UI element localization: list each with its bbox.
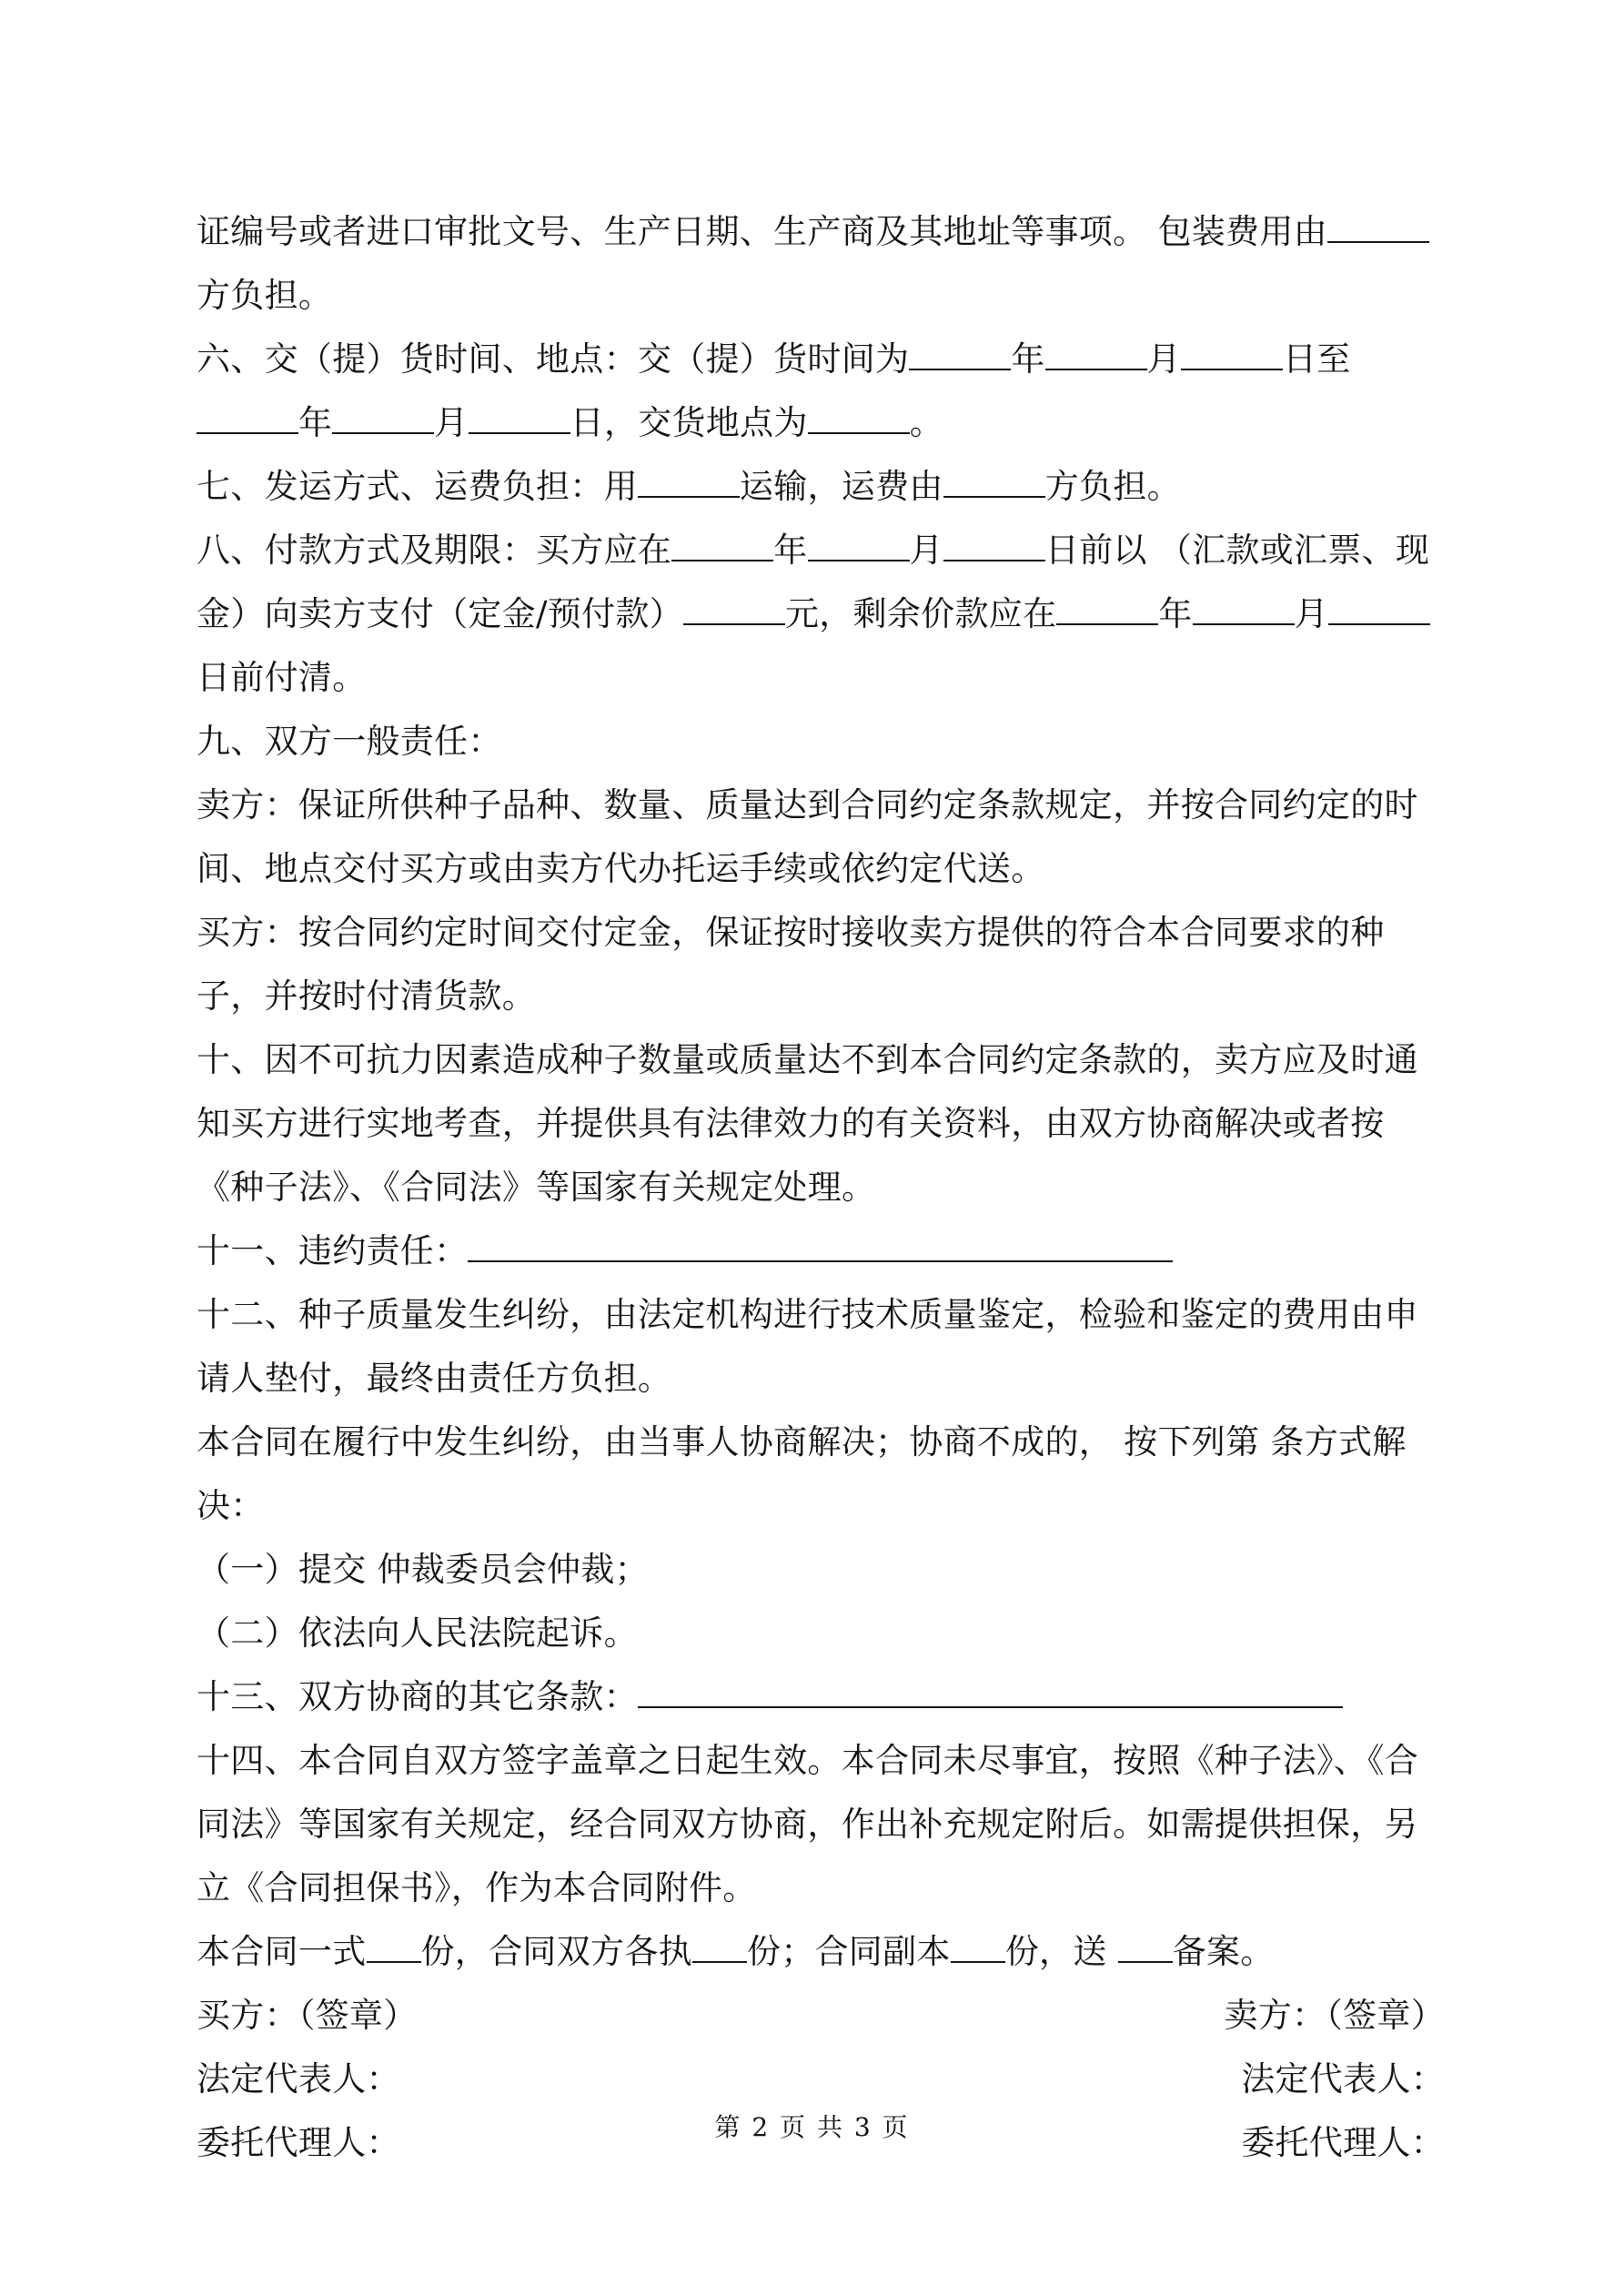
seller-agent: 委托代理人： — [1241, 2123, 1445, 2162]
paragraph-force-majeure: 十、因不可抗力因素造成种子数量或质量达不到本合同约定条款的，卖方应及时通知买方进行实地考查，并提供具有法律效力的有关资料，由双方协商解决或者按《种子法》、《合同法》等国家有关规定处理。 — [197, 1040, 1418, 1207]
paragraph-packaging: 证编号或者进口审批文号、生产日期、生产商及其地址等事项。 包装费用由方负担。 — [197, 200, 1445, 328]
buyer-signature: 买方：（签章） — [197, 1996, 418, 2035]
paragraph-quality-dispute: 十二、种子质量发生纠纷，由法定机构进行技术质量鉴定，检验和鉴定的费用由申请人垫付，最终由责任方负担。 — [197, 1295, 1418, 1398]
paragraph-payment: 八、付款方式及期限：买方应在 年 月 日前以 （汇款或汇票、现金）向卖方支付（定金/预付款） 元，剩余价款应在 年 月日前付清。 — [197, 531, 1430, 697]
paragraph-effective: 十四、本合同自双方签字盖章之日起生效。本合同未尽事宜，按照《种子法》、《合同法》等国家有关规定，经合同双方协商，作出补充规定附后。如需提供担保，另立《合同担保书》，作为本合同附件。 — [197, 1741, 1419, 1907]
signature-row-party — [197, 1984, 1445, 2048]
paragraph-shipping: 七、发运方式、运费负担：用 运输，运费由 方负担。 — [197, 467, 1181, 506]
buyer-agent: 委托代理人： — [197, 2123, 400, 2162]
paragraph-breach: 十一、违约责任： — [197, 1219, 1445, 1283]
page-number: 第 2 页 共 3 页 — [714, 2112, 910, 2142]
option-arbitration: （一）提交 仲裁委员会仲裁； — [197, 1550, 649, 1589]
seller-representative: 法定代表人： — [1241, 2059, 1445, 2099]
paragraph-copies: 本合同一式 份，合同双方各执 份；合同副本 份，送 备案。 — [197, 1932, 1275, 1971]
paragraph-other-terms: 十三、双方协商的其它条款： — [197, 1665, 1445, 1729]
blank-line — [1327, 210, 1429, 243]
paragraph-dispute-resolution: 本合同在履行中发生纠纷，由当事人协商解决；协商不成的， 按下列第 条方式解决： — [197, 1422, 1407, 1525]
signature-row-representative — [197, 2048, 1445, 2111]
option-litigation: （二）依法向人民法院起诉。 — [197, 1613, 638, 1653]
paragraph-seller-duty: 卖方：保证所供种子品种、数量、质量达到合同约定条款规定，并按合同约定的时间、地点交付买方或由卖方代办托运手续或依约定代送。 — [197, 785, 1418, 888]
seller-signature: 卖方：（签章） — [1224, 1996, 1445, 2035]
buyer-representative: 法定代表人： — [197, 2059, 400, 2099]
contract-body — [197, 200, 1445, 2175]
paragraph-responsibilities: 九、双方一般责任： — [197, 722, 502, 761]
paragraph-buyer-duty: 买方：按合同约定时间交付定金，保证按时接收卖方提供的符合本合同要求的种子，并按时付清货款。 — [197, 913, 1385, 1016]
paragraph-delivery: 六、交（提）货时间、地点：交（提）货时间为 年 月 日至年 月 日，交货地点为 。 — [197, 339, 1351, 442]
